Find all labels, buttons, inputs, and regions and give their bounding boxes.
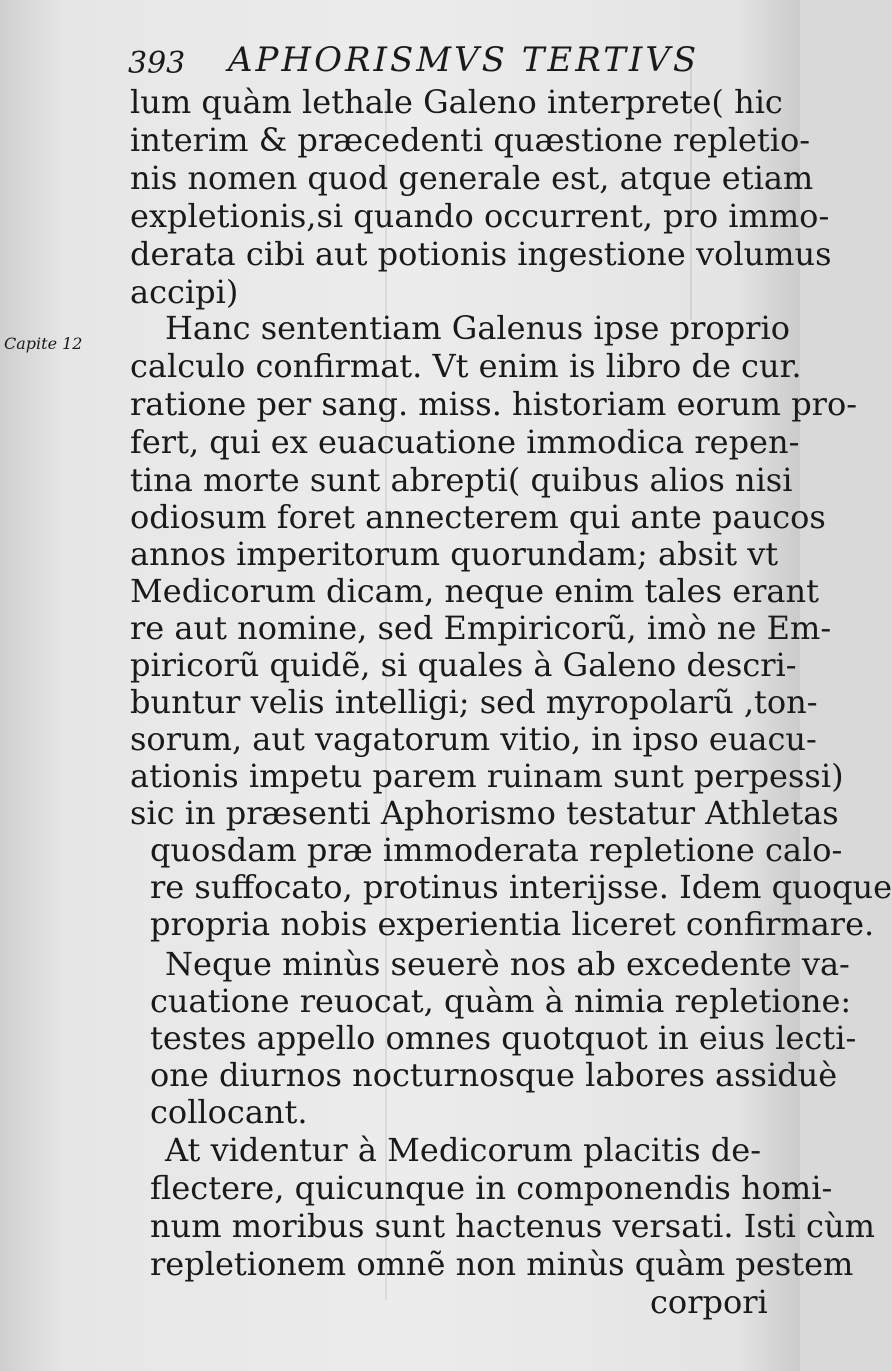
text-line: re suffocato, protinus interijsse. Idem quoque — [150, 868, 892, 906]
text-line: interim & præcedenti quæstione repletio- — [130, 121, 811, 159]
text-line: repletionem omnẽ non minùs quàm pestem — [150, 1245, 854, 1283]
text-line: sorum, aut vagatorum vitio, in ipso euacu- — [130, 720, 817, 758]
text-line: At videntur à Medicorum placitis de- — [165, 1131, 762, 1169]
text-line: calculo confirmat. Vt enim is libro de cur. — [130, 347, 802, 385]
text-line: accipi) — [130, 273, 239, 311]
text-line: cuatione reuocat, quàm à nimia repletione: — [150, 982, 852, 1020]
text-line: annos imperitorum quorundam; absit vt — [130, 535, 779, 573]
text-line: fert, qui ex euacuatione immodica repen- — [130, 423, 800, 461]
text-line: quosdam præ immoderata repletione calo- — [150, 831, 843, 869]
running-title: APHORISMVS TERTIVS — [228, 40, 700, 80]
text-line: Medicorum dicam, neque enim tales erant — [130, 572, 819, 610]
text-line: re aut nomine, sed Empiricorũ, imò ne Em- — [130, 609, 832, 647]
text-line: Neque minùs seuerè nos ab excedente va- — [165, 945, 850, 983]
text-line: tina morte sunt abrepti( quibus alios nisi — [130, 461, 793, 499]
text-line: flectere, quicunque in componendis homi- — [150, 1169, 833, 1207]
text-line: ationis impetu parem ruinam sunt perpessi) — [130, 757, 844, 795]
text-line: derata cibi aut potionis ingestione volumus — [130, 235, 832, 273]
text-line: collocant. — [150, 1093, 308, 1131]
running-head — [128, 40, 768, 84]
margin-note: Capite 12 — [4, 334, 83, 353]
text-line: testes appello omnes quotquot in eius lecti- — [150, 1019, 857, 1057]
text-line: one diurnos nocturnosque labores assiduè — [150, 1056, 838, 1094]
page-number: 393 — [128, 46, 186, 81]
catchword: corpori — [650, 1283, 768, 1321]
text-line: odiosum foret annecterem qui ante paucos — [130, 498, 826, 536]
text-line: buntur velis intelligi; sed myropolarũ ,ton- — [130, 683, 818, 721]
text-line: sic in præsenti Aphorismo testatur Athletas — [130, 794, 839, 832]
text-line: propria nobis experientia liceret confirmare. — [150, 905, 875, 943]
text-line: lum quàm lethale Galeno interprete( hic — [130, 83, 783, 121]
text-line: piricorũ quidẽ, si quales à Galeno descri- — [130, 646, 797, 684]
text-line: expletionis,si quando occurrent, pro immo- — [130, 197, 830, 235]
text-line: ratione per sang. miss. historiam eorum pro- — [130, 385, 858, 423]
text-line: nis nomen quod generale est, atque etiam — [130, 159, 814, 197]
text-line: Hanc sententiam Galenus ipse proprio — [165, 309, 790, 347]
text-line: num moribus sunt hactenus versati. Isti cùm — [150, 1207, 875, 1245]
